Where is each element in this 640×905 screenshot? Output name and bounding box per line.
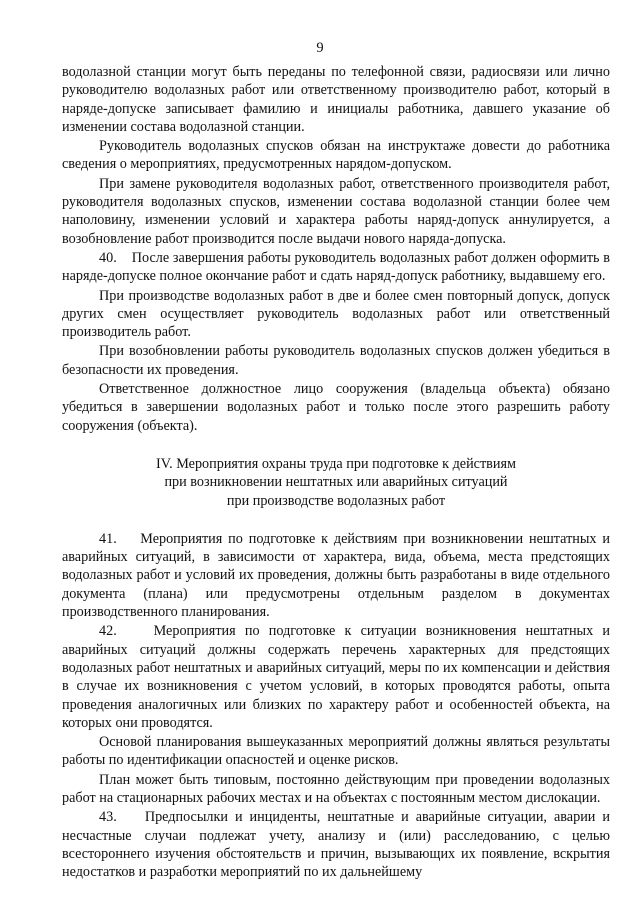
paragraph-responsible-official: Ответственное должностное лицо сооружения (владельца объекта) обязано убедиться в завершении водолазных работ и только после этого разрешить работу сооружения (объекта). [62,381,610,434]
paragraph-item-40: 40. После завершения работы руководитель водолазных работ должен оформить в наряде-допуске полное окончание работ и сдать наряд-допуск работнику, выдавшему его. [62,249,610,285]
paragraph-planning-basis: Основой планирования вышеуказанных мероприятий должны являться результаты работы по идентификации опасностей и оценке рисков. [62,734,610,769]
paragraph-shift-admission: При производстве водолазных работ в две и более смен повторный допуск, допуск других смен осуществляет руководитель водолазных работ или ответственный производитель работ. [62,287,610,341]
section-heading [62,455,610,510]
paragraph-item-43: 43. Предпосылки и инциденты, нештатные и аварийные ситуации, аварии и несчастные случаи подлежат учету, анализу и (или) расследованию, с целью всестороннего изучения обстоятельств и причин, вызывающих их появление, вскрытия недостатков и разработки мероприятий по их дальнейшему [62,809,610,881]
page-number: 9 [316,40,324,56]
paragraph-instruction: Руководитель водолазных спусков обязан на инструктаже довести до работника сведения о мероприятиях, предусмотренных нарядом-допуском. [62,138,610,173]
document-body [62,63,610,881]
section-heading-line-2: при возникновении нештатных или аварийных ситуаций [164,474,508,491]
paragraph-typical-plan: План может быть типовым, постоянно действующим при проведении водолазных работ на стационарных рабочих местах и на объектах с постоянным местом дислокации. [62,771,610,806]
paragraph-continuation: водолазной станции могут быть переданы по телефонной связи, радиосвязи или лично руководителю водолазных работ или ответственному производителю работ, который в наряде-допуске записывает фамилию и инициалы работника, давшего указание об изменении состава водолазной станции. [62,64,610,135]
paragraph-permit-annulment: При замене руководителя водолазных работ, ответственного производителя работ, руководителя водолазных спусков, изменении состава водолазной станции более чем наполовину, изменении условий и характера работы наряд-допуск аннулируется, а возобновление работ производится после выдачи нового наряда-допуска. [62,175,610,247]
paragraph-resumption: При возобновлении работы руководитель водолазных спусков должен убедиться в безопасности их проведения. [62,343,610,378]
paragraph-item-41: 41. Мероприятия по подготовке к действиям при возникновении нештатных и аварийных ситуаций, в зависимости от характера, вида, объема, места предстоящих водолазных работ и условий их проведения, должны быть разработаны в виде отдельного документа (плана) или предусмотрены отдельным разделом в документах производственного планирования. [62,530,610,621]
paragraph-item-42: 42. Мероприятия по подготовке к ситуации возникновения нештатных и аварийных ситуаций должны содержать перечень характерных для предстоящих водолазных работ нештатных и аварийных ситуаций, меры по их компенсации и действия в случае их возникновения с учетом условий, в которых проводятся работы, опыта проведения аналогичных или близких по характеру работ и особенностей объекта, на которых они проводятся. [62,623,610,731]
section-heading-line-1: IV. Мероприятия охраны труда при подготовке к действиям [156,455,516,472]
section-heading-line-3: при производстве водолазных работ [226,492,446,509]
